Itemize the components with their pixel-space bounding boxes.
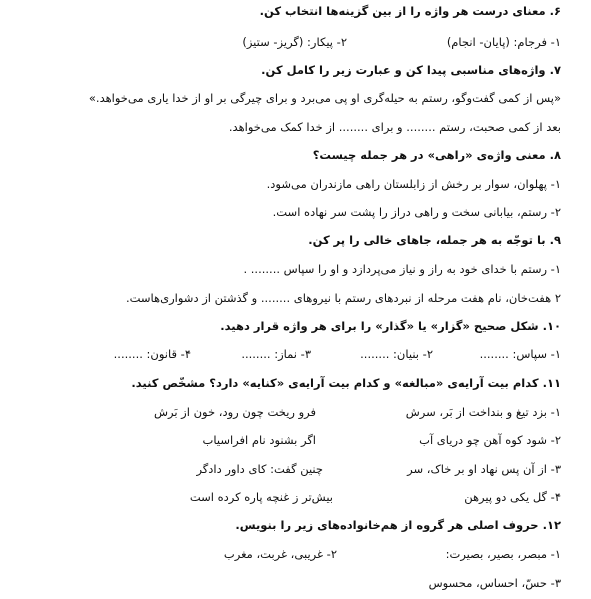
q11-verse-1-left: فرو ریخت چون رود، خون از بَرش bbox=[153, 405, 316, 419]
q12-title: ۱۲. حروف اصلی هر گروه از هم‌خانواده‌های زیر را بنویس. bbox=[235, 518, 561, 532]
q11-verse-4-right: ۴- گل یکی دو پیرهن bbox=[464, 490, 561, 504]
q8-sentence-1: ۱- پهلوان، سوار بر رخش از زابلستان راهی مازندران می‌شود. bbox=[266, 177, 561, 191]
q7-quote: «پس از کمی گفت‌وگو، رستم به حیله‌گری او پی می‌برد و برای چیرگی بر او از خدا یاری می‌خواهد.» bbox=[88, 91, 561, 105]
q11-verse-1 bbox=[0, 404, 591, 420]
q11-verse-1-right: ۱- بزد تیغ و بنداخت از بَر، سرش bbox=[405, 405, 561, 419]
q11-verse-4 bbox=[0, 489, 591, 505]
q6-title: ۶. معنای درست هر واژه را از بین گزینه‌ها انتخاب کن. bbox=[259, 4, 561, 18]
q12-group-3: ۳- حسّ، احساس، محسوس bbox=[428, 576, 561, 590]
q10-word-3: ۳- نماز: ........ bbox=[241, 347, 311, 361]
q11-verse-2 bbox=[0, 432, 591, 448]
q11-verse-2-right: ۲- شود کوه آهن چو دریای آب bbox=[419, 433, 561, 447]
q12-group-2: ۲- غریبی، غربت، مغرب bbox=[223, 547, 337, 561]
q9-sentence-2: ۲ هفت‌خان، نام هفت مرحله از نبردهای رستم با نیروهای ........ و گذشتن از دشواری‌هاست. bbox=[125, 291, 561, 305]
q11-verse-3 bbox=[0, 461, 591, 477]
q9-sentence-1: ۱- رستم با خدای خود به راز و نیاز می‌پردازد و او را سپاس ........ . bbox=[243, 262, 561, 276]
q6-option-1: ۱- فرجام: (پایان- انجام) bbox=[446, 35, 561, 49]
q8-sentence-2: ۲- رستم، بیابانی سخت و راهی دراز را پشت سر نهاده است. bbox=[272, 205, 561, 219]
q10-title: ۱۰. شکل صحیح «گزار» یا «گذار» را برای هر واژه قرار دهید. bbox=[220, 319, 561, 333]
q11-verse-3-left: چنین گفت: کای داور دادگر bbox=[196, 462, 323, 476]
q11-verse-4-left: بیش‌تر ز غنچه پاره کرده است bbox=[189, 490, 333, 504]
q11-verse-2-left: اگر بشنود نام افراسیاب bbox=[202, 433, 316, 447]
q11-title: ۱۱. کدام بیت آرایه‌ی «مبالغه» و کدام بیت آرایه‌ی «کنایه» دارد؟ مشخّص کنید. bbox=[131, 376, 561, 390]
q7-title: ۷. واژه‌های مناسبی پیدا کن و عبارت زیر را کامل کن. bbox=[261, 63, 561, 77]
q9-title: ۹. با توجّه به هر جمله، جاهای خالی را پر کن. bbox=[308, 233, 561, 247]
q6-option-2: ۲- پیکار: (گریز- ستیز) bbox=[242, 35, 347, 49]
q10-word-1: ۱- سپاس: ........ bbox=[479, 347, 561, 361]
q12-groups bbox=[0, 546, 591, 562]
q10-word-4: ۴- قانون: ........ bbox=[113, 347, 191, 361]
q8-title: ۸. معنی واژه‌ی «راهی» در هر جمله چیست؟ bbox=[312, 148, 561, 162]
q10-word-2: ۲- بنیان: ........ bbox=[360, 347, 433, 361]
q11-verse-3-right: ۳- از آن پس نهاد او بر خاک، سر bbox=[407, 462, 561, 476]
q12-group-1: ۱- مبصر، بصیر، بصیرت: bbox=[445, 547, 561, 561]
q7-fill-sentence: بعد از کمی صحبت، رستم ........ و برای ........ از خدا کمک می‌خواهد. bbox=[228, 120, 561, 134]
q10-words bbox=[0, 346, 591, 362]
q6-options bbox=[0, 34, 591, 50]
